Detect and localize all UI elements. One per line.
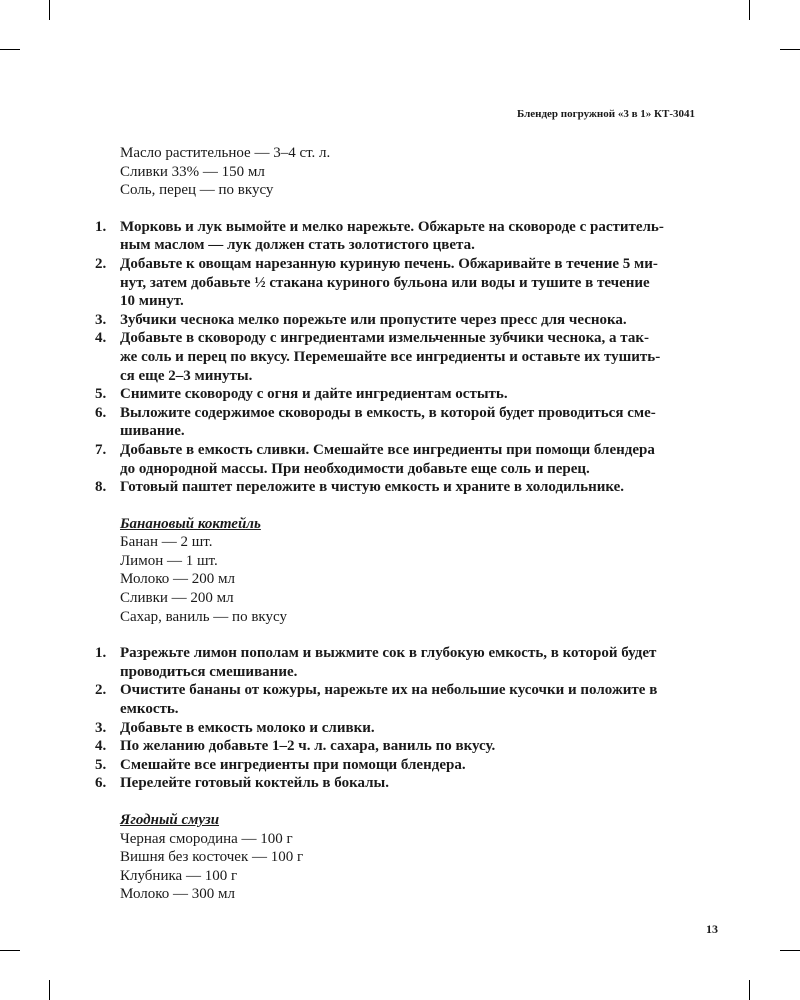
crop-mark xyxy=(0,950,20,951)
step-item: 2. Добавьте к овощам нарезанную куриную печень. Обжаривайте в течение 5 ми- нут, затем добавьте ½ стакана куриного бульона или воды и тушите в течение 10 минут. xyxy=(95,255,658,310)
ingredient-item: Клубника — 100 г xyxy=(120,867,238,884)
ingredient-item: Сливки — 200 мл xyxy=(120,590,234,607)
steps-list xyxy=(95,218,695,497)
ingredient-item: Соль, перец — по вкусу xyxy=(120,182,274,199)
step-item: 8. Готовый паштет переложите в чистую емкость и храните в холодильнике. xyxy=(95,479,625,496)
crop-mark xyxy=(749,980,750,1000)
ingredient-item: Молоко — 200 мл xyxy=(120,571,236,588)
ingredient-item: Лимон — 1 шт. xyxy=(120,552,218,569)
step-item: 3. Добавьте в емкость молоко и сливки. xyxy=(95,719,375,736)
step-item: 1. Морковь и лук вымойте и мелко нарежьте. Обжарьте на сковороде с раститель- ным маслом — лук должен стать золотистого цвета. xyxy=(95,218,664,254)
ingredients-list xyxy=(95,144,695,200)
step-item: 6. Выложите содержимое сковороды в емкость, в которой будет проводиться сме- шивание. xyxy=(95,404,656,440)
steps-list xyxy=(95,644,695,793)
step-item: 1. Разрежьте лимон пополам и выжмите сок в глубокую емкость, в которой будет проводиться смешивание. xyxy=(95,645,657,680)
step-item: 2. Очистите бананы от кожуры, нарежьте их на небольшие кусочки и положите в емкость. xyxy=(95,682,658,718)
step-item: 6. Перелейте готовый коктейль в бокалы. xyxy=(95,775,389,792)
step-item: 3. Зубчики чеснока мелко порежьте или пропустите через пресс для чеснока. xyxy=(95,311,627,328)
ingredient-item: Банан — 2 шт. xyxy=(120,534,213,551)
crop-mark xyxy=(749,0,750,20)
recipe-title: Банановый коктейль xyxy=(120,515,261,532)
ingredient-item: Сливки 33% — 150 мл xyxy=(120,163,265,180)
ingredient-item: Масло растительное — 3–4 ст. л. xyxy=(120,145,331,161)
ingredient-item: Черная смородина — 100 г xyxy=(120,830,293,847)
step-item: 4. Добавьте в сковороду с ингредиентами измельченные зубчики чеснока, а так- же соль и перец по вкусу. Перемешайте все ингредиенты и оставьте их тушить- ся еще 2–3 минуты. xyxy=(95,330,661,384)
crop-mark xyxy=(49,980,50,1000)
ingredient-item: Вишня без косточек — 100 г xyxy=(120,849,304,866)
crop-mark xyxy=(0,49,20,50)
ingredients-list xyxy=(95,830,695,904)
recipe-title: Ягодный смузи xyxy=(120,812,220,828)
step-item: 4. По желанию добавьте 1–2 ч. л. сахара, ваниль по вкусу. xyxy=(95,738,496,755)
running-header: Блендер погружной «3 в 1» КТ-3041 xyxy=(516,108,695,120)
ingredient-item: Молоко — 300 мл xyxy=(120,886,236,903)
step-item: 7. Добавьте в емкость сливки. Смешайте все ингредиенты при помощи блендера до однородной массы. При необходимости добавьте еще соль и перец. xyxy=(95,441,655,477)
crop-mark xyxy=(780,49,800,50)
page-content xyxy=(95,144,695,904)
page-number: 13 xyxy=(706,922,718,936)
step-item: 5. Снимите сковороду с огня и дайте ингредиентам остыть. xyxy=(95,386,508,403)
crop-mark xyxy=(49,0,50,20)
ingredients-list xyxy=(95,533,695,626)
crop-mark xyxy=(780,950,800,951)
step-item: 5. Смешайте все ингредиенты при помощи блендера. xyxy=(95,756,466,773)
ingredient-item: Сахар, ваниль — по вкусу xyxy=(120,608,287,625)
